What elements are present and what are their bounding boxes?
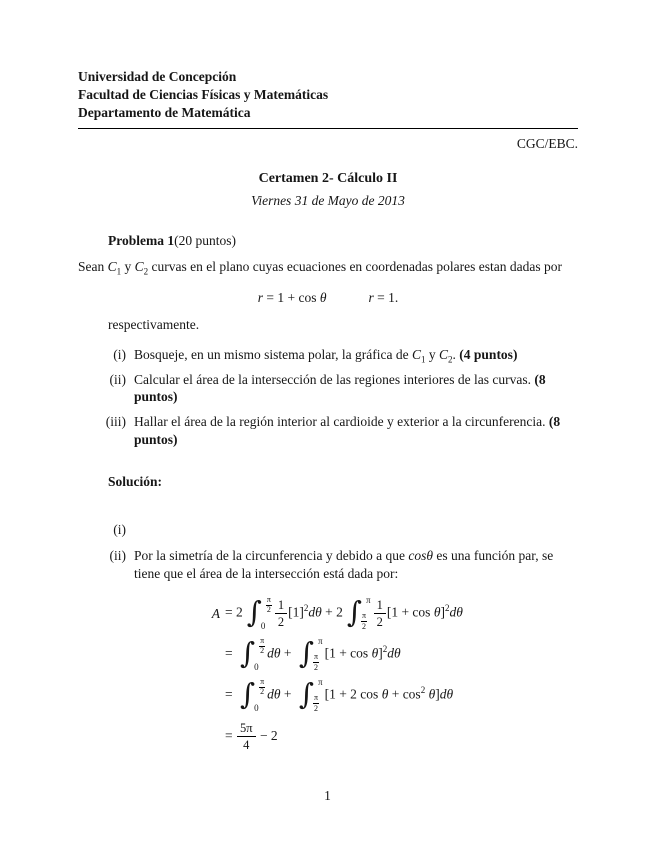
equation-row-4 bbox=[204, 716, 578, 757]
document-title: Certamen 2- Cálculo II bbox=[258, 171, 398, 187]
list-item bbox=[78, 371, 578, 407]
course-code: CGC/EBC. bbox=[516, 136, 578, 152]
document-content bbox=[78, 68, 578, 757]
title-block bbox=[78, 170, 578, 209]
letterhead bbox=[78, 68, 578, 121]
equation-circle: r = 1. bbox=[368, 290, 399, 306]
problem-label: Problema 1 bbox=[108, 232, 175, 248]
equation-rhs: = ∫ $\frac{\pi}{2}$ 0 dθ + ∫ π $\frac{\pi}{2}$ $[1 + \cos \theta]^2d\theta$ bbox=[225, 636, 401, 673]
item-label-iii: (iii) bbox=[105, 414, 126, 430]
solution-label-ii: (ii) bbox=[109, 548, 126, 564]
equation-row-2 bbox=[204, 634, 578, 675]
solution-text-i bbox=[134, 521, 578, 539]
solution-item-ii bbox=[78, 547, 578, 583]
problem-points: (20 puntos) bbox=[174, 232, 236, 248]
equation-rhs: = 2 ∫ $\frac{\pi}{2}$ 0 $\frac{1}{2}$ $[1]^2d\theta + 2$ ∫ π $\frac{\pi}{2}$ $\frac{1}{2}$ $[1 + \cos \theta]^2d\theta$ bbox=[225, 595, 463, 632]
problem-items bbox=[78, 346, 578, 449]
equation-lhs: A bbox=[211, 605, 220, 621]
solution-heading: Solución: bbox=[108, 473, 163, 489]
horizontal-rule bbox=[78, 128, 578, 129]
item-label-i: (i) bbox=[113, 346, 126, 362]
solution-text-ii: Por la simetría de la circunferencia y debido a que cosθ es una función par, se tiene que el área de la intersección está dada por: bbox=[134, 548, 554, 582]
item-text-iii: Hallar el área de la región interior al cardioide y exterior a la circunferencia. (8 puntos) bbox=[134, 414, 561, 448]
faculty-name: Facultad de Ciencias Físicas y Matemáticas bbox=[78, 86, 329, 102]
list-item bbox=[78, 346, 578, 364]
equation-cardioid: r = 1 + cos θ bbox=[257, 290, 327, 306]
problem-intro: Sean $C_1$ y $C_2$ curvas en el plano cuyas ecuaciones en coordenadas polares estan dadas por bbox=[78, 259, 562, 278]
solution-item-i bbox=[78, 521, 578, 539]
list-item bbox=[78, 413, 578, 449]
equation-row-1 bbox=[204, 593, 578, 634]
solution-equations bbox=[204, 593, 578, 757]
item-text-ii: Calcular el área de la intersección de las regiones interiores de las curvas. (8 puntos) bbox=[134, 371, 546, 405]
page-number: 1 bbox=[324, 788, 331, 803]
equation-row-3 bbox=[204, 675, 578, 716]
item-text-i: Bosqueje, en un mismo sistema polar, la gráfica de $C_1$ y $C_2$. (4 puntos) bbox=[134, 346, 518, 365]
equation-rhs: = ∫ $\frac{\pi}{2}$ 0 dθ + ∫ π $\frac{\pi}{2}$ [1 + 2 $\cos \theta + \cos^2 \theta]d\theta$ bbox=[225, 677, 454, 714]
item-label-ii: (ii) bbox=[109, 371, 126, 387]
polar-equations bbox=[78, 289, 578, 307]
solution-label-i: (i) bbox=[113, 521, 126, 537]
university-name: Universidad de Concepción bbox=[78, 69, 237, 84]
department-name: Departamento de Matemática bbox=[78, 104, 251, 120]
document-date: Viernes 31 de Mayo de 2013 bbox=[251, 192, 405, 208]
respectively-text: respectivamente. bbox=[108, 316, 200, 332]
equation-rhs: = $\frac{5\pi}{4}$ − 2 bbox=[225, 720, 278, 753]
problem-heading bbox=[108, 232, 578, 250]
